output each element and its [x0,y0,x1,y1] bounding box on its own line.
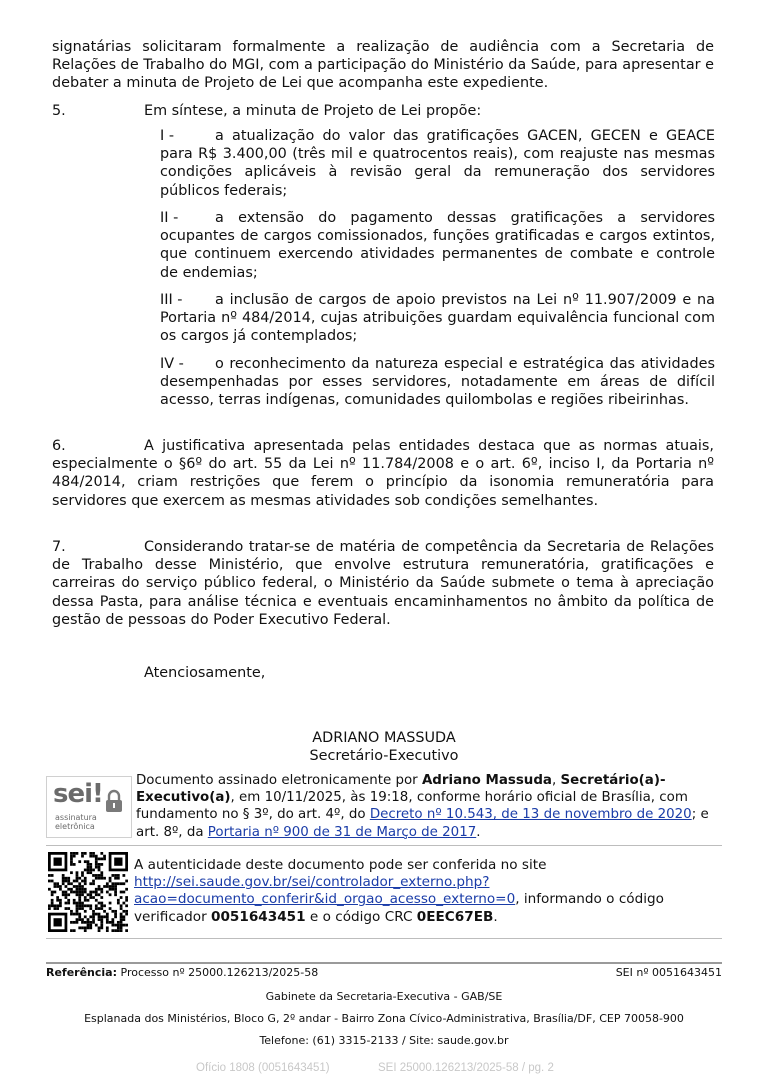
list-item-label: I - [160,128,175,144]
paragraph-5-text: Em síntese, a minuta de Projeto de Lei propõe: [144,103,482,119]
signer-name: ADRIANO MASSUDA [312,730,456,746]
signature-text-part: . [476,824,481,840]
decree-link[interactable]: Decreto nº 10.543, de 13 de novembro de 2020 [369,807,692,823]
divider [46,938,722,939]
list-item-text: a atualização do valor das gratificações GACEN, GECEN e GEACE para R$ 3.400,00 (três mil e quatrocentos reais), com reajuste nas mesmas condições aplicáveis à revisão geral da remuneração dos servidores públicos federais; [160,128,715,199]
signature-role: Secretário(a)-Executivo(a) [136,773,666,806]
sei-number: SEI nº 0051643451 [615,966,722,979]
authenticity-text-part: . [493,908,498,925]
list-item-label: IV - [160,356,184,372]
signature-text-part: , em 10/11/2025, às 19:18, conforme horário oficial de Brasília, com fundamento no § 3º, do art. 4º, do [136,790,688,823]
reference-label: Referência: [46,966,118,979]
signature-text-part: ; e art. 8º, da [136,807,709,840]
sei-logo [46,776,132,838]
footer-office: Gabinete da Secretaria-Executiva - GAB/SE [265,990,503,1003]
signature-text-part: Documento assinado eletronicamente por [136,773,422,788]
list-item-text: a extensão do pagamento dessas gratificações a servidores ocupantes de cargos comissionados, funções gratificadas e cargos extintos, que continuem exercendo atividades permanentes de combate e controle de endemias; [160,210,715,281]
portaria-link[interactable]: Portaria nº 900 de 31 de Março de 2017 [207,824,477,840]
authenticity-text-part: e o código CRC [305,908,417,925]
list-item [160,209,715,282]
footer-divider [46,962,722,964]
lock-icon [103,789,125,813]
list-item [160,127,715,200]
crc-code: 0EEC67EB [416,908,494,925]
divider [46,845,722,846]
reference-line [46,966,722,979]
signer-role: Secretário-Executivo [309,748,459,764]
qr-code-icon [48,852,128,932]
sei-logo-caption: eletrônica [55,822,95,831]
list-item-text: a inclusão de cargos de apoio previstos na Lei nº 11.907/2009 e na Portaria nº 484/2014, cujas atribuições guardam equivalência funcional com os cargos já contemplados; [160,292,715,345]
sei-logo-caption: assinatura [55,813,97,822]
list-item-text: o reconhecimento da natureza especial e estratégica das atividades desempenhadas por esses servidores, notadamente em áreas de difícil acesso, terras indígenas, comunidades quilombolas e regiões ribeirinhas. [160,356,715,409]
list-item [160,291,715,346]
page-footer-document: Ofício 1808 (0051643451) [196,1062,330,1074]
verifier-code: 0051643451 [211,908,306,925]
paragraph-5-number: 5. [52,103,66,119]
verification-link[interactable]: http://sei.saude.gov.br/sei/controlador_externo.php? [134,874,490,891]
paragraph-7-number: 7. [52,539,66,555]
list-item-label: II - [160,210,179,226]
page-footer-process: SEI 25000.126213/2025-58 / pg. 2 [378,1062,554,1074]
list-item [160,355,715,410]
sei-logo-text: sei! [53,779,103,809]
reference-value: Processo nº 25000.126213/2025-58 [117,966,319,979]
closing: Atenciosamente, [144,665,266,681]
intro-paragraph: signatárias solicitaram formalmente a realização de audiência com a Secretaria de Relações de Trabalho do MGI, com a participação do Ministério da Saúde, para apresentar e debater a minuta de Projeto de Lei que acompanha este expediente. [52,39,714,92]
paragraph-7-text: Considerando tratar-se de matéria de competência da Secretaria de Relações de Trabalho desse Ministério, que envolve estrutura remuneratória, gratificações e carreiras do serviço público federal, o Ministério da Saúde submete o tema à apreciação dessa Pasta, para análise técnica e eventuais encaminhamentos no âmbito da política de gestão de pessoas do Poder Executivo Federal. [52,539,714,628]
verification-link[interactable]: acao=documento_conferir&id_orgao_acesso_externo=0 [134,891,516,908]
signature-text [136,772,720,841]
footer-address: Esplanada dos Ministérios, Bloco G, 2º andar - Bairro Zona Cívico-Administrativa, Brasília/DF, CEP 70058-900 [84,1012,684,1025]
footer-contact: Telefone: (61) 3315-2133 / Site: saude.gov.br [259,1034,509,1047]
authenticity-text [134,857,718,926]
list-item-label: III - [160,292,183,308]
authenticity-text-part: , informando o código verificador [134,891,664,925]
paragraph-6-number: 6. [52,438,66,454]
signature-name: Adriano Massuda [421,773,552,788]
authenticity-text-part: A autenticidade deste documento pode ser conferida no site [134,857,547,873]
paragraph-6-text: A justificativa apresentada pelas entidades destaca que as normas atuais, especialmente o §6º do art. 55 da Lei nº 11.784/2008 e o art. 6º, inciso I, da Portaria nº 484/2014, criam restrições que ferem o princípio da isonomia remuneratória para servidores que exercem as mesmas atividades sob condições semelhantes. [52,438,714,509]
signature-text-part: , [551,773,561,788]
